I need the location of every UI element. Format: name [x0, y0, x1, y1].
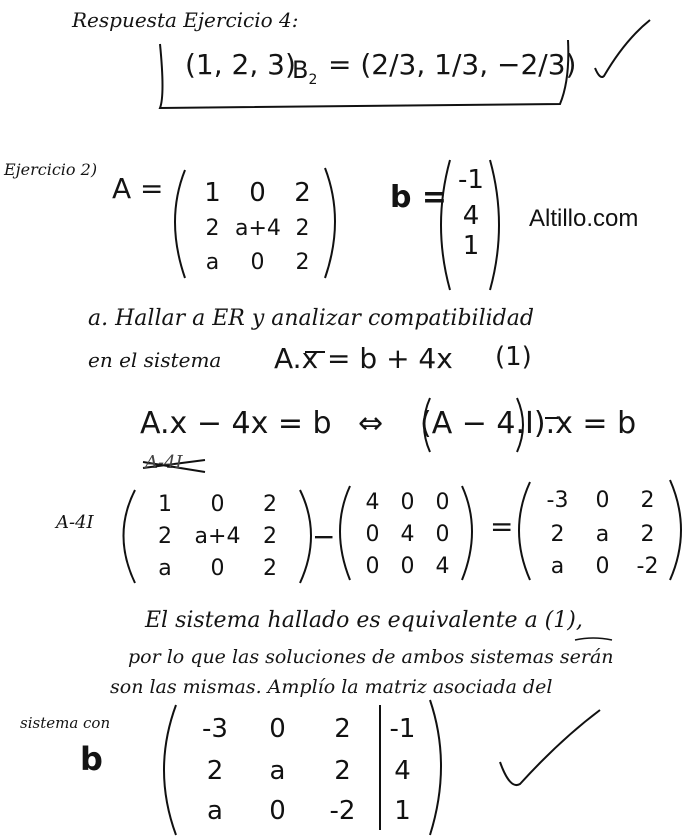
paragraph-line2: por lo que las soluciones de ambos sistemas serán: [128, 646, 614, 668]
equation-main: A.x − 4x = b: [140, 406, 332, 441]
crossed-out-text: A-4I: [145, 452, 183, 473]
minus-sign: −: [312, 520, 336, 553]
augmented-b-label: b: [80, 740, 103, 778]
paragraph-line3: son las mismas. Amplío la matriz asociada del: [110, 676, 553, 698]
watermark: Altillo.com: [529, 205, 639, 232]
answer-title: Respuesta Ejercicio 4:: [72, 8, 299, 32]
part-a-line1: a. Hallar a ER y analizar compatibilidad: [88, 306, 534, 331]
answer-basis-label: $B_2$: [292, 56, 318, 88]
paragraph-line1: El sistema hallado es equivalente a (1),: [145, 608, 583, 633]
exercise-label: Ejercicio 2): [4, 160, 98, 179]
equals-sign: =: [490, 510, 514, 543]
answer-vector-rhs: = (2/3, 1/3, −2/3): [328, 48, 577, 81]
matrix-a-label: A =: [112, 172, 164, 205]
equivalence-arrow: ⇔: [358, 406, 384, 441]
vector-b-label: b =: [390, 180, 448, 215]
equation-reference: (1): [495, 342, 532, 372]
part-a-line2-text: en el sistema: [88, 348, 222, 372]
matrix-op-label: A-4I: [56, 512, 94, 533]
answer-vector-lhs: (1, 2, 3): [185, 48, 296, 81]
part-a-equation: A.x = b + 4x: [274, 342, 453, 375]
equation-right: (A − 4.I).x = b: [420, 406, 637, 441]
augmented-label: sistema con: [20, 714, 111, 732]
